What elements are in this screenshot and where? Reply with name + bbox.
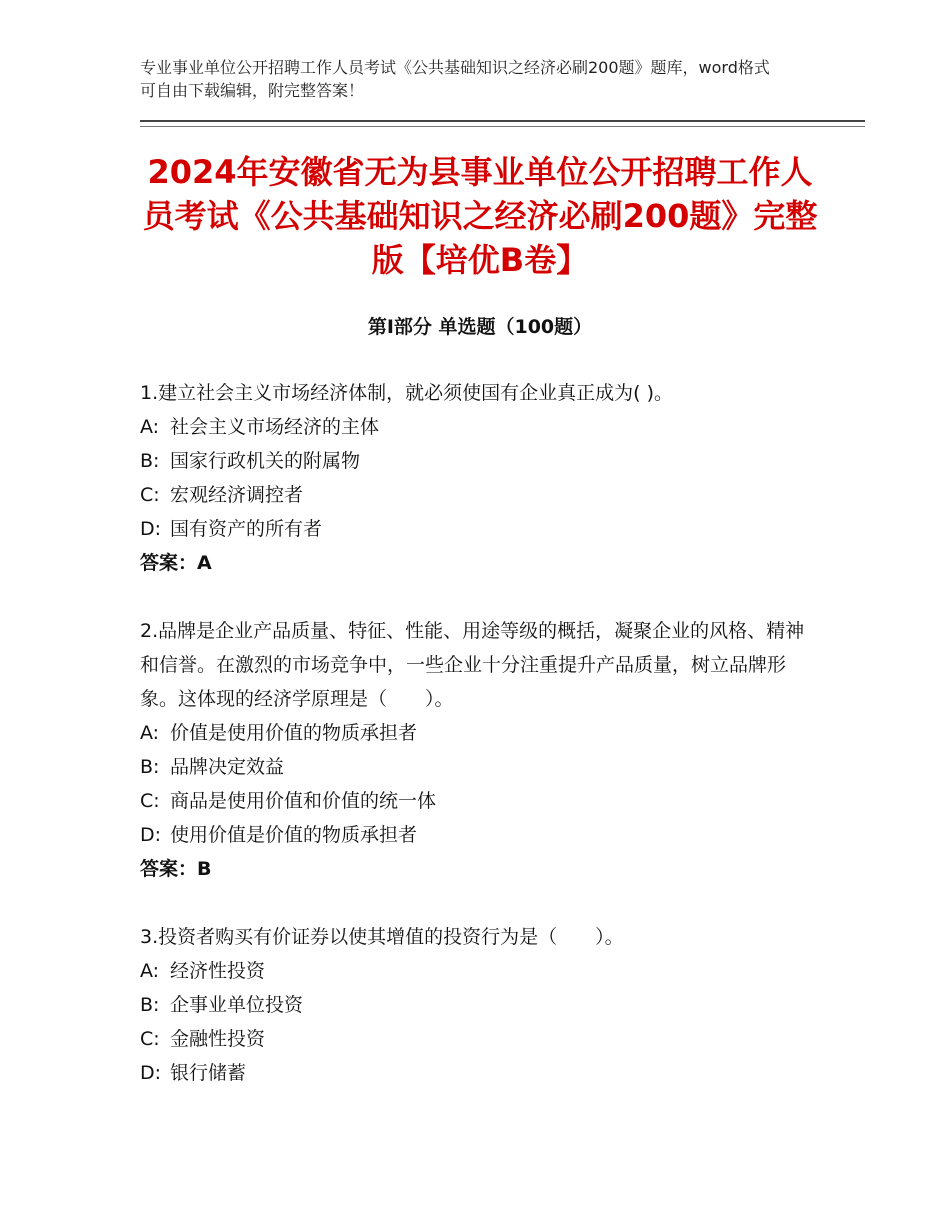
option-text: 品牌决定效益 [170, 756, 285, 778]
option-key: A: [140, 416, 160, 438]
option-key: B: [140, 756, 160, 778]
option-b [140, 750, 810, 784]
option-key: D: [140, 1062, 162, 1084]
option-c [140, 784, 810, 818]
option-text: 商品是使用价值和价值的统一体 [170, 790, 437, 812]
option-d [140, 1056, 810, 1090]
option-a [140, 410, 810, 444]
option-key: D: [140, 824, 162, 846]
option-text: 国家行政机关的附属物 [170, 450, 361, 472]
option-text: 使用价值是价值的物质承担者 [170, 824, 418, 846]
option-key: C: [140, 790, 160, 812]
option-a [140, 716, 810, 750]
option-text: 银行储蓄 [170, 1062, 247, 1084]
option-key: B: [140, 994, 160, 1016]
question-text: 3.投资者购买有价证券以使其增值的投资行为是（ ）。 [140, 926, 624, 948]
option-key: B: [140, 450, 160, 472]
option-text: 金融性投资 [170, 1028, 266, 1050]
option-b [140, 988, 810, 1022]
option-key: A: [140, 722, 160, 744]
option-text: 宏观经济调控者 [170, 484, 304, 506]
option-text: 社会主义市场经济的主体 [170, 416, 380, 438]
option-key: A: [140, 960, 160, 982]
answer-line: 答案：B [140, 858, 212, 880]
option-key: C: [140, 1028, 160, 1050]
option-text: 价值是使用价值的物质承担者 [170, 722, 418, 744]
answer-line: 答案：A [140, 552, 212, 574]
section-heading: 第Ⅰ部分 单选题（100题） [367, 316, 593, 338]
header-rule-thick [140, 120, 865, 122]
header-note: 专业事业单位公开招聘工作人员考试《公共基础知识之经济必刷200题》题库，word格式可自由下载编辑，附完整答案！ [140, 58, 770, 100]
option-a [140, 954, 810, 988]
question-list [140, 376, 810, 1124]
header-rule-thin [140, 126, 865, 127]
option-c [140, 1022, 810, 1056]
option-d [140, 512, 810, 546]
question-item [140, 376, 810, 580]
question-item [140, 920, 810, 1090]
question-text: 2.品牌是企业产品质量、特征、性能、用途等级的概括，凝聚企业的风格、精神和信誉。在激烈的市场竞争中，一些企业十分注重提升产品质量，树立品牌形象。这体现的经济学原理是（ ）。 [140, 620, 805, 710]
option-text: 企事业单位投资 [170, 994, 304, 1016]
option-key: D: [140, 518, 162, 540]
question-text: 1.建立社会主义市场经济体制，就必须使国有企业真正成为( )。 [140, 382, 673, 404]
question-item [140, 614, 810, 886]
option-d [140, 818, 810, 852]
option-key: C: [140, 484, 160, 506]
option-text: 经济性投资 [170, 960, 266, 982]
document-title: 2024年安徽省无为县事业单位公开招聘工作人员考试《公共基础知识之经济必刷200题》完整版【培优B卷】 [142, 153, 818, 279]
option-b [140, 444, 810, 478]
option-text: 国有资产的所有者 [170, 518, 323, 540]
option-c [140, 478, 810, 512]
